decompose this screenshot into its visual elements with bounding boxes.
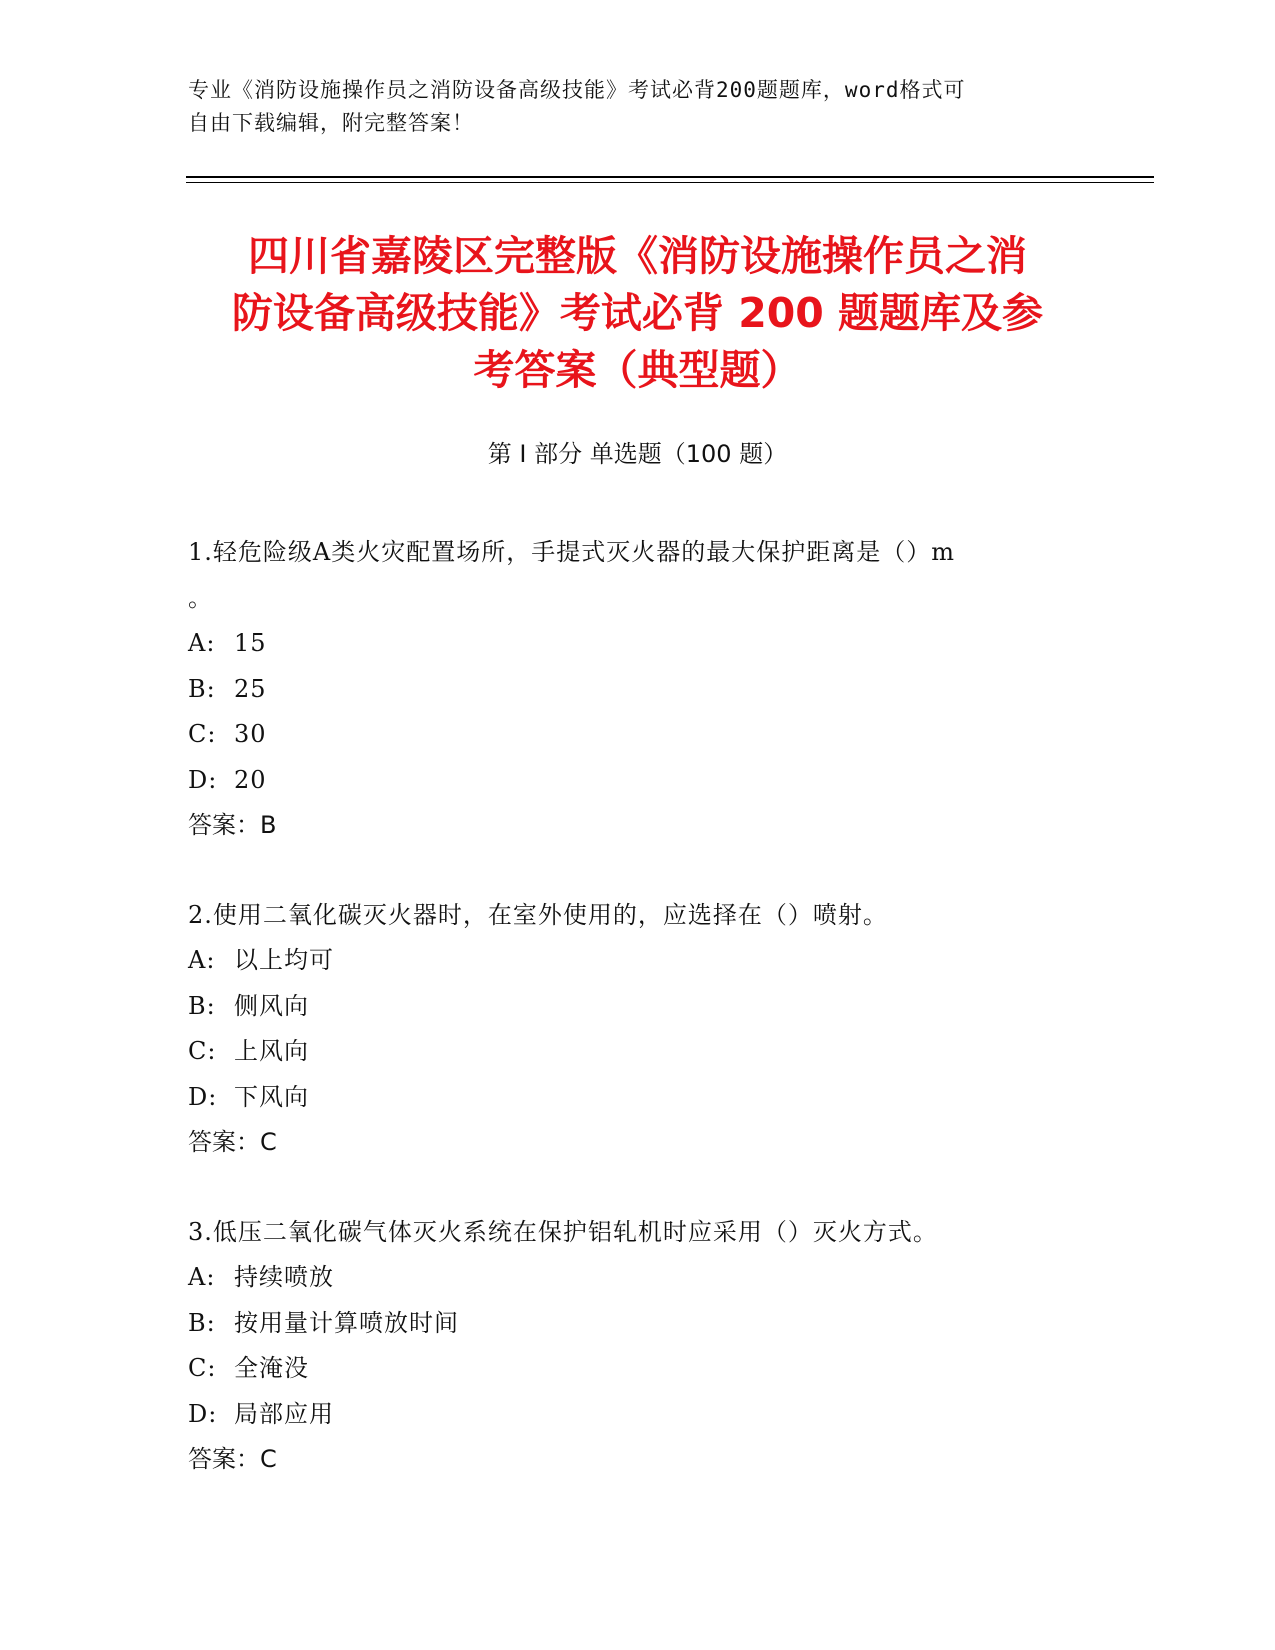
option-label: C: (188, 1037, 217, 1065)
option-c (188, 1029, 1088, 1075)
option-value: 局部应用 (234, 1399, 334, 1428)
title-line: 考答案（典型题） (473, 346, 802, 394)
option-label: D: (188, 1399, 218, 1428)
answer-line: 答案：C (188, 1445, 277, 1473)
question-text-continuation: 。 (188, 583, 213, 612)
question-text: 3.低压二氧化碳气体灭火系统在保护铝轧机时应采用（）灭火方式。 (188, 1217, 938, 1246)
question-spacer (188, 849, 1088, 893)
option-value: 按用量计算喷放时间 (234, 1308, 459, 1337)
option-label: D: (188, 765, 218, 794)
option-a (188, 938, 1088, 984)
answer-line: 答案：C (188, 1128, 277, 1156)
option-value: 以上均可 (234, 946, 334, 974)
question-item (188, 530, 1088, 849)
option-value: 15 (234, 629, 267, 657)
option-b (188, 984, 1088, 1030)
option-value: 30 (234, 720, 267, 748)
option-label: D: (188, 1082, 218, 1111)
option-value: 侧风向 (234, 991, 309, 1020)
question-list (188, 530, 1088, 1483)
option-label: B: (188, 1308, 216, 1337)
option-label: A: (188, 629, 216, 657)
header-divider-thin (186, 182, 1154, 183)
question-spacer (188, 1166, 1088, 1210)
option-d (188, 1392, 1088, 1438)
question-item (188, 1210, 1088, 1483)
option-label: A: (188, 1263, 216, 1291)
option-value: 25 (234, 674, 267, 703)
header-note-line: 自由下载编辑，附完整答案！ (188, 111, 474, 135)
option-label: A: (188, 946, 216, 974)
option-label: C: (188, 1354, 217, 1382)
option-value: 上风向 (234, 1037, 309, 1065)
option-b (188, 1301, 1088, 1347)
option-label: B: (188, 674, 216, 703)
document-title (150, 228, 1125, 399)
option-a (188, 621, 1088, 667)
question-item (188, 893, 1088, 1166)
title-line: 四川省嘉陵区完整版《消防设施操作员之消 (248, 232, 1027, 280)
section-heading: 第 I 部分 单选题（100 题） (487, 440, 788, 468)
option-b (188, 667, 1088, 713)
answer-line: 答案：B (188, 811, 277, 839)
option-label: B: (188, 991, 216, 1020)
option-c (188, 712, 1088, 758)
option-d (188, 1075, 1088, 1121)
option-c (188, 1346, 1088, 1392)
question-text: 1.轻危险级A类火灾配置场所，手提式灭火器的最大保护距离是（）m (188, 538, 955, 566)
title-line: 防设备高级技能》考试必背 200 题题库及参 (231, 289, 1044, 337)
option-a (188, 1255, 1088, 1301)
option-label: C: (188, 720, 217, 748)
header-note (188, 74, 1088, 140)
option-value: 持续喷放 (234, 1263, 334, 1291)
option-value: 下风向 (234, 1082, 309, 1111)
option-d (188, 758, 1088, 804)
header-note-line: 专业《消防设施操作员之消防设备高级技能》考试必背200题题库，word格式可 (188, 78, 966, 102)
header-divider (186, 176, 1154, 178)
option-value: 20 (234, 765, 267, 794)
option-value: 全淹没 (234, 1354, 309, 1382)
question-text: 2.使用二氧化碳灭火器时，在室外使用的，应选择在（）喷射。 (188, 900, 888, 929)
